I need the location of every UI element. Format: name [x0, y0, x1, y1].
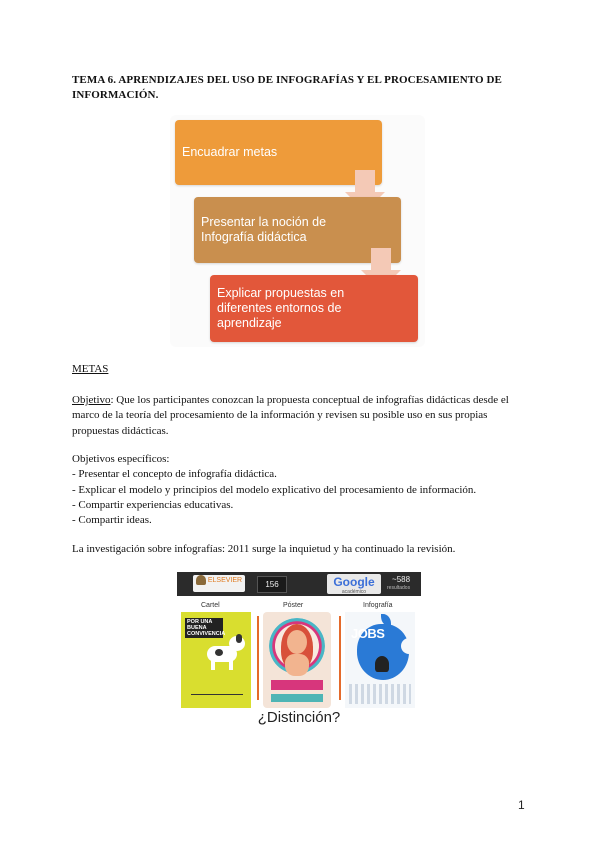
step-3-line-3: aprendizaje — [217, 316, 282, 330]
list-item: - Compartir experiencias educativas. — [72, 498, 234, 511]
divider — [257, 616, 259, 700]
objective-paragraph — [72, 393, 527, 439]
specific-heading: Objetivos específicos: — [72, 453, 170, 465]
objective-line-2: marco de la teoría del procesamiento de la información y revisen su posible uso en sus propias — [72, 409, 488, 422]
poster-a-text: POR UNA BUENA CONVIVENCIA — [187, 619, 226, 637]
list-item: - Explicar el modelo y principios del modelo explicativo del procesamiento de información. — [72, 483, 477, 496]
elsevier-logo: ELSEVIER — [193, 575, 245, 592]
image-caption: ¿Distinción? — [257, 709, 341, 726]
infographic-illustration — [345, 612, 415, 708]
list-item: - Compartir ideas. — [72, 514, 152, 527]
portrait-icon — [375, 656, 389, 672]
category-label-infografia: Infografía — [363, 602, 393, 609]
google-logo-text: Google — [333, 575, 375, 589]
research-line: La investigación sobre infografías: 2011 surge la inquietud y ha continuado la revisión. — [72, 543, 456, 555]
step-1-line-1: Encuadrar metas — [182, 145, 278, 159]
specific-objectives — [72, 452, 527, 528]
google-logo-sub: académico — [341, 589, 367, 595]
objective-label: Objetivo — [72, 394, 111, 406]
document-title — [72, 73, 532, 103]
objective-line-1: : Que los participantes conozcan la propuesta conceptual de infografías didácticas desde el — [110, 394, 509, 406]
diagram-step-3 — [210, 275, 418, 342]
section-heading: METAS — [72, 363, 109, 375]
step-2-line-1: Presentar la noción de — [201, 215, 327, 229]
category-label-cartel: Cartel — [201, 602, 220, 609]
cartel-poster — [181, 612, 251, 708]
google-scholar-logo — [327, 574, 381, 594]
title-line-2: INFORMACIÓN. — [72, 89, 159, 101]
step-3-line-2: diferentes entornos de — [217, 301, 342, 315]
woman-face — [287, 630, 307, 654]
title-line-1: TEMA 6. APRENDIZAJES DEL USO DE INFOGRAFÍAS Y EL PROCESAMIENTO DE — [72, 74, 502, 86]
step-3-line-1: Explicar propuestas en — [217, 286, 345, 300]
step-2-line-2: Infografía didáctica — [201, 230, 307, 244]
category-label-poster: Póster — [283, 602, 304, 609]
tree-icon — [196, 575, 206, 585]
list-item: - Presentar el concepto de infografía didáctica. — [72, 468, 277, 481]
elsevier-count: 156 — [257, 576, 287, 593]
poster-a-footer — [191, 680, 243, 695]
objective-line-3: propuestas didácticas. — [72, 424, 169, 437]
process-diagram — [170, 115, 425, 347]
research-paragraph — [72, 542, 527, 557]
infographic-comparison-image — [177, 572, 421, 730]
google-count: ~588 resultados — [387, 575, 411, 591]
divider — [339, 616, 341, 700]
poster-c-text: JOBS — [351, 626, 385, 641]
poster-illustration — [263, 612, 331, 708]
page-number: 1 — [518, 798, 525, 812]
